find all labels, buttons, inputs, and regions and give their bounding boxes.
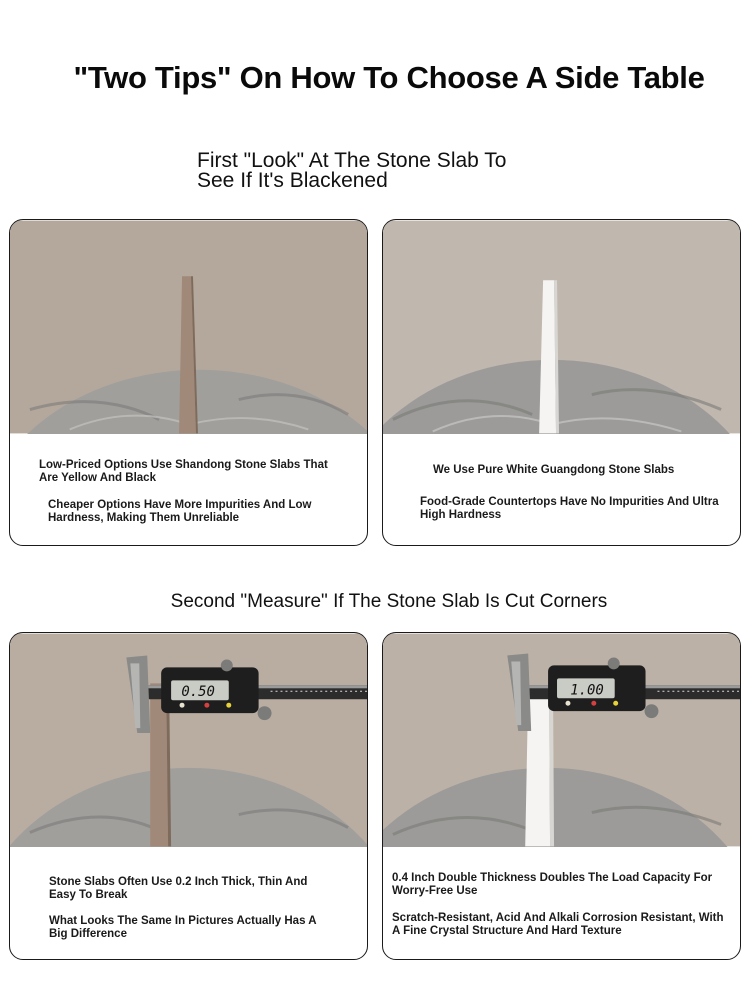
card1-caption-2: Cheaper Options Have More Impurities And Low Hardness, Making Them Unreliable bbox=[48, 499, 312, 524]
comparison-card-yellow-slab bbox=[9, 219, 368, 546]
section1-title-line2: See If It's Blackened bbox=[197, 169, 388, 192]
section1-title-line1: First "Look" At The Stone Slab To bbox=[197, 149, 507, 172]
comparison-card-white-slab bbox=[382, 219, 741, 546]
comparison-card-thick-slab bbox=[382, 632, 741, 960]
caliper-reading: 1.00 bbox=[570, 682, 604, 699]
thick-slab-caliper-photo bbox=[383, 633, 740, 847]
white-slab-photo bbox=[383, 220, 740, 434]
card3-caption-1: Stone Slabs Often Use 0.2 Inch Thick, Thin And Easy To Break bbox=[49, 876, 308, 901]
comparison-card-thin-slab bbox=[9, 632, 368, 960]
card2-caption-2: Food-Grade Countertops Have No Impurities And Ultra High Hardness bbox=[420, 496, 719, 521]
section1-title bbox=[197, 151, 597, 191]
page-title: "Two Tips" On How To Choose A Side Table bbox=[73, 60, 705, 95]
caliper-reading: 0.50 bbox=[181, 684, 215, 701]
section2-title: Second "Measure" If The Stone Slab Is Cut Corners bbox=[170, 591, 608, 612]
yellow-slab-photo bbox=[10, 220, 367, 434]
card4-caption-2: Scratch-Resistant, Acid And Alkali Corrosion Resistant, With A Fine Crystal Structure And Hard Texture bbox=[392, 912, 724, 937]
card3-caption-2: What Looks The Same In Pictures Actually Has A Big Difference bbox=[49, 915, 317, 940]
card2-caption-1: We Use Pure White Guangdong Stone Slabs bbox=[433, 464, 675, 476]
thin-slab-caliper-photo bbox=[10, 633, 367, 847]
card1-caption-1: Low-Priced Options Use Shandong Stone Slabs That Are Yellow And Black bbox=[39, 459, 328, 484]
card4-caption-1: 0.4 Inch Double Thickness Doubles The Load Capacity For Worry-Free Use bbox=[392, 872, 713, 897]
